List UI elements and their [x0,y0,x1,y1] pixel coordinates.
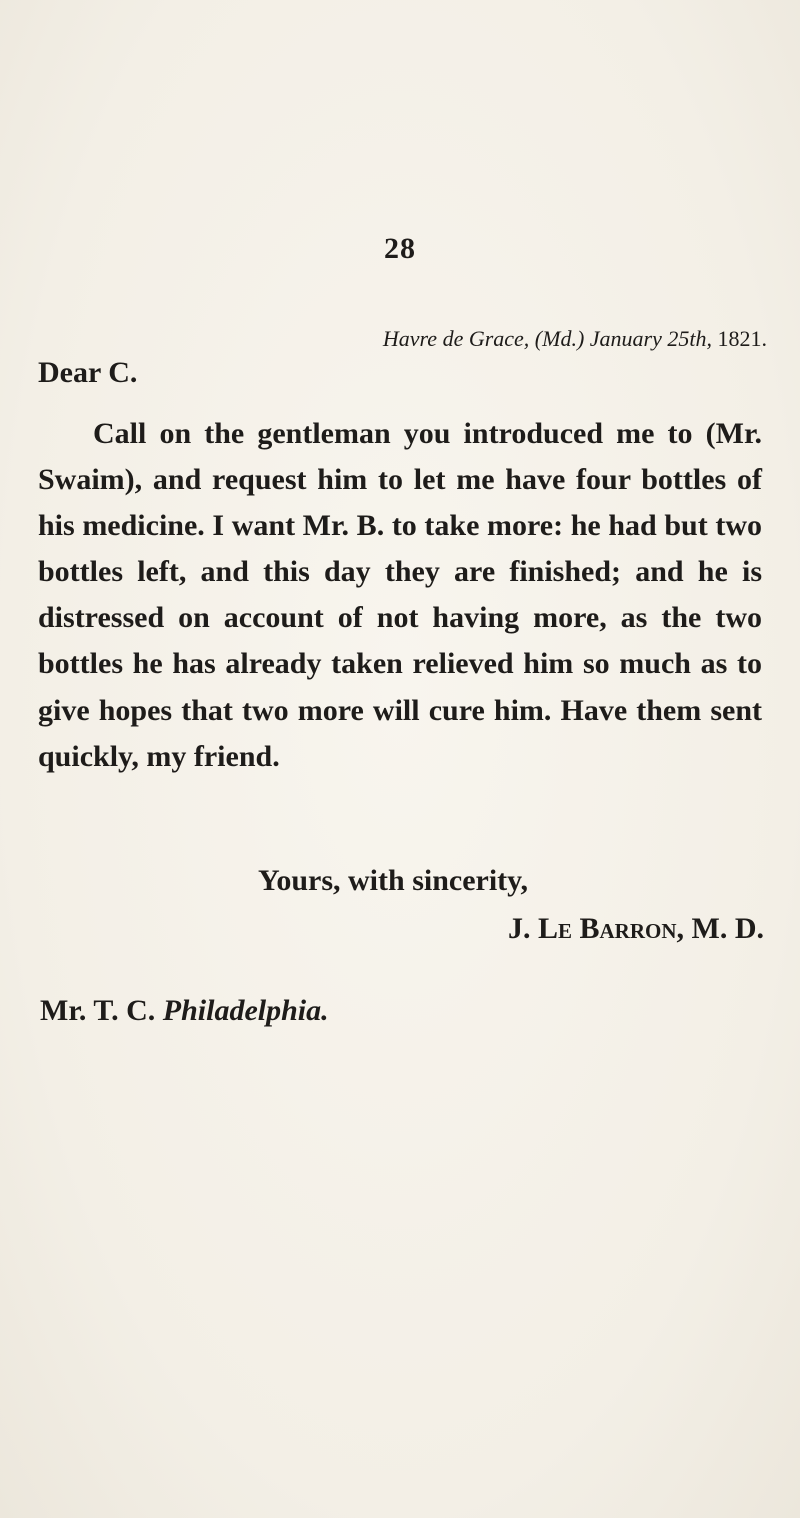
letter-body: Call on the gentleman you introduced me to (Mr. Swaim), and request him to let me have four bottles of his medicine. I want Mr. B. to take more: he had but two bottles left, and this day they are finished; and he is distressed on account of not having more, as the two bottles he has already taken relieved him so much as to give hopes that two more will cure him. Have them sent quickly, my friend. [38,417,762,773]
letter-salutation: Dear C. [38,356,138,389]
dateline-year: 1821. [717,326,767,351]
recipient-name: Mr. T. C. [40,994,156,1027]
dateline-place: Havre de Grace, (Md.) January 25th, [382,326,712,351]
recipient-city: Philadelphia. [162,994,329,1027]
letter-dateline [383,326,767,352]
letter-signature: J. Le Barron, M. D. [507,912,764,945]
letter-recipient [40,994,329,1028]
letter-closing: Yours, with sincerity, [258,864,528,897]
page-number: 28 [384,232,416,265]
